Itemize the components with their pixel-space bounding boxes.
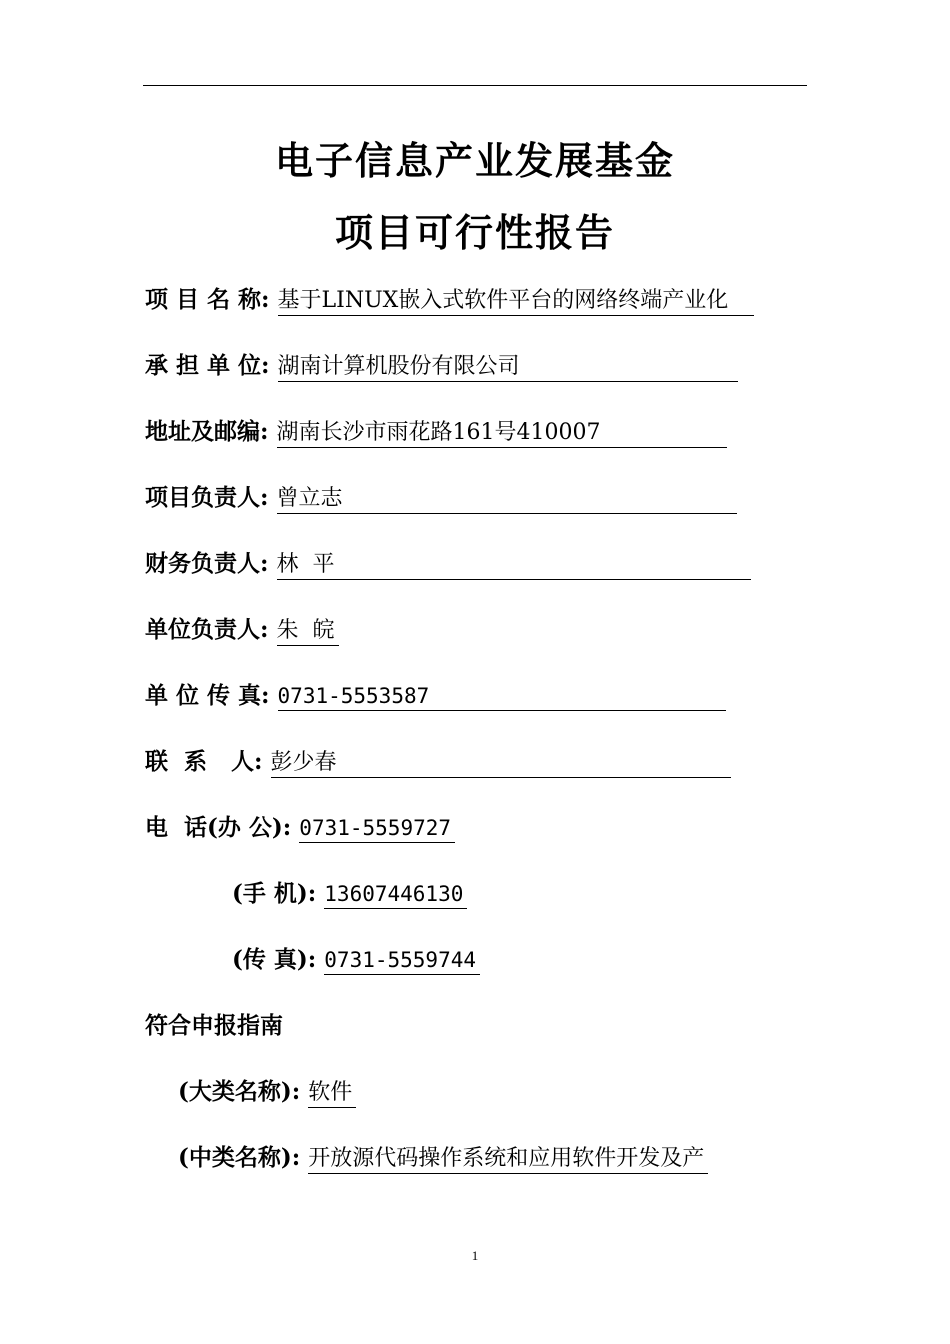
project-name-label: 项 目 名 称: [145,286,270,313]
finance-leader-value: 林 平 [277,551,751,580]
office-phone-label: 电 话(办 公): [145,814,292,841]
office-phone-value: 0731-5559727 [299,814,455,843]
major-category-label: (大类名称): [178,1078,301,1105]
fax-label: (传 真): [232,946,317,973]
unit-value: 湖南计算机股份有限公司 [278,353,738,382]
unit-label: 承 担 单 位: [145,352,270,379]
office-phone-row [145,812,455,844]
contact-value: 彭少春 [271,749,731,778]
contact-label: 联 系 人: [145,748,263,775]
guide-heading: 符合申报指南 [145,1012,283,1039]
mobile-label: (手 机): [232,880,317,907]
finance-leader-label: 财务负责人: [145,550,269,577]
unit-row [145,350,738,382]
unit-fax-row [145,680,726,712]
finance-leader-row [145,548,751,580]
fax-value: 0731-5559744 [324,946,480,975]
contact-row [145,746,731,778]
unit-fax-label: 单 位 传 真: [145,682,270,709]
major-category-row [178,1076,356,1108]
address-label: 地址及邮编: [145,418,269,445]
project-name-value: 基于LINUX嵌入式软件平台的网络终端产业化 [278,287,754,316]
header-rule [143,85,807,86]
address-value: 湖南长沙市雨花路161号410007 [277,419,727,448]
middle-category-label: (中类名称): [178,1144,301,1171]
page-number: 1 [471,1248,479,1263]
unit-leader-value: 朱 皖 [277,617,339,646]
project-leader-value: 曾立志 [277,485,737,514]
unit-fax-value: 0731-5553587 [278,682,726,711]
project-leader-label: 项目负责人: [145,484,269,511]
project-name-row [145,284,754,316]
doc-title-line1: 电子信息产业发展基金 [274,138,675,183]
middle-category-row [178,1142,708,1174]
doc-title-line2: 项目可行性报告 [334,210,615,255]
project-leader-row [145,482,737,514]
unit-leader-row [145,614,339,646]
mobile-row [232,878,467,910]
fax-row [232,944,480,976]
middle-category-value: 开放源代码操作系统和应用软件开发及产 [308,1145,708,1174]
mobile-value: 13607446130 [324,880,467,909]
unit-leader-label: 单位负责人: [145,616,269,643]
major-category-value: 软件 [308,1079,356,1108]
address-row [145,416,727,448]
